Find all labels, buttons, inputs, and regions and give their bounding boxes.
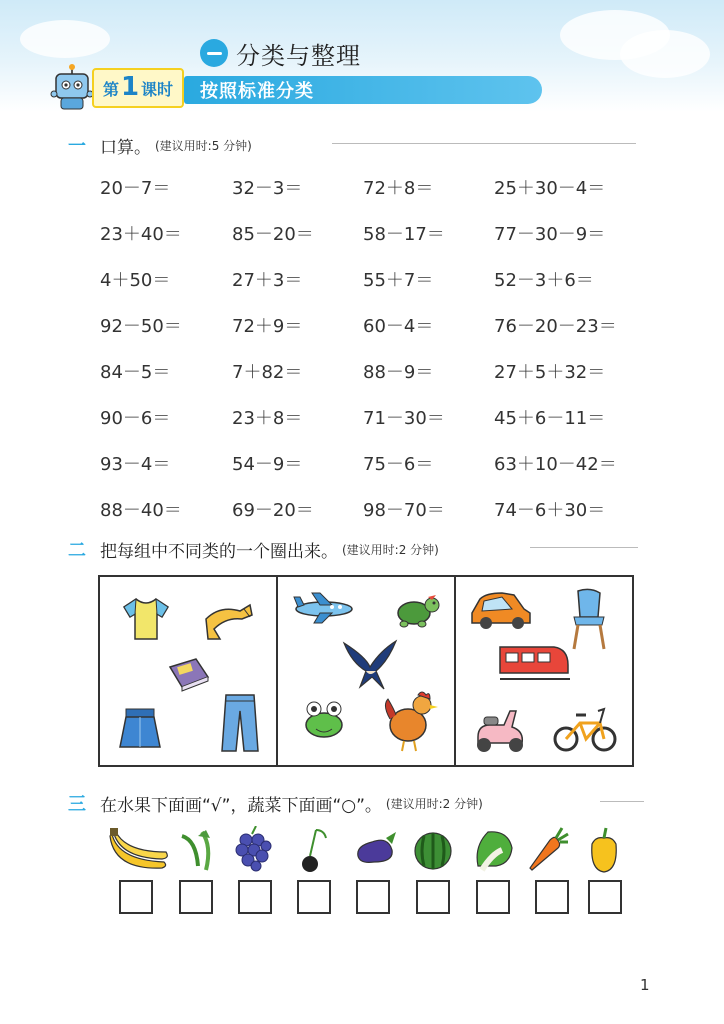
cloud-decoration — [620, 30, 710, 78]
book-icon[interactable] — [166, 655, 212, 695]
answer-box-grapes[interactable] — [238, 880, 272, 914]
scooter-icon[interactable] — [470, 701, 528, 755]
section-3-title: 在水果下面画“√”，蔬菜下面画“○”。 — [100, 795, 382, 816]
frog-icon[interactable] — [300, 699, 348, 741]
math-problem: 93－4＝ — [100, 454, 171, 475]
lesson-title-banner — [184, 76, 542, 104]
math-problem: 72＋8＝ — [363, 178, 434, 199]
bell-pepper-icon — [586, 826, 622, 874]
answer-box-carrot[interactable] — [535, 880, 569, 914]
banana-icon — [108, 826, 170, 872]
math-problem: 23＋40＝ — [100, 224, 182, 245]
math-problem: 85－20＝ — [232, 224, 314, 245]
chapter-title: 分类与整理 — [236, 41, 361, 70]
carrot-icon — [526, 826, 570, 872]
section-1-number: 一 — [68, 136, 86, 157]
group-2-cell — [278, 577, 456, 765]
section-3-number: 三 — [68, 794, 86, 815]
math-problem: 54－9＝ — [232, 454, 303, 475]
section-1-heading — [68, 132, 252, 158]
mental-math-grid — [100, 164, 644, 532]
math-problem: 52－3＋6＝ — [494, 270, 594, 291]
math-problem: 77－30－9＝ — [494, 224, 606, 245]
math-problem: 90－6＝ — [100, 408, 171, 429]
robot-mascot-icon — [50, 64, 94, 112]
math-problem: 60－4＝ — [363, 316, 434, 337]
lesson-suffix: 课时 — [141, 80, 174, 99]
section-divider — [600, 801, 644, 802]
math-problem: 72＋9＝ — [232, 316, 303, 337]
section-3-heading — [68, 790, 483, 816]
math-problem: 75－6＝ — [363, 454, 434, 475]
answer-box-eggplant[interactable] — [356, 880, 390, 914]
math-problem: 92－50＝ — [100, 316, 182, 337]
lesson-title: 按照标准分类 — [200, 81, 314, 102]
math-problem: 23＋8＝ — [232, 408, 303, 429]
math-problem: 55＋7＝ — [363, 270, 434, 291]
math-problem: 25＋30－4＝ — [494, 178, 606, 199]
answer-box-watermelon[interactable] — [416, 880, 450, 914]
lesson-tag — [92, 68, 184, 108]
math-problem: 32－3＝ — [232, 178, 303, 199]
bicycle-icon[interactable] — [552, 701, 618, 755]
turtle-icon[interactable] — [392, 589, 440, 629]
grapes-icon — [234, 826, 274, 874]
airplane-icon[interactable] — [292, 591, 356, 625]
chapter-number-badge — [200, 39, 228, 67]
section-1-title: 口算。 — [100, 137, 151, 158]
section-1-hint: (建议用时:5 分钟) — [155, 138, 252, 153]
green-bean-icon — [176, 826, 220, 872]
math-problem: 27＋5＋32＝ — [494, 362, 606, 383]
swallow-icon[interactable] — [340, 637, 400, 691]
section-3-hint: (建议用时:2 分钟) — [385, 796, 483, 811]
watermelon-icon — [412, 826, 454, 872]
math-problem: 76－20－23＝ — [494, 316, 617, 337]
group-1-cell — [100, 577, 278, 765]
math-problem: 27＋3＝ — [232, 270, 303, 291]
math-problem: 71－30＝ — [363, 408, 445, 429]
math-problem: 98－70＝ — [363, 500, 445, 521]
math-problem: 45＋6－11＝ — [494, 408, 606, 429]
chair-icon[interactable] — [568, 587, 612, 651]
train-icon[interactable] — [496, 639, 572, 685]
section-divider — [332, 143, 636, 144]
scarf-icon[interactable] — [200, 599, 256, 643]
section-2-heading — [68, 536, 439, 562]
lesson-prefix: 第 — [102, 80, 119, 99]
section-2-number: 二 — [68, 540, 86, 561]
group-3-cell — [456, 577, 632, 765]
math-problem: 88－40＝ — [100, 500, 182, 521]
math-problem: 88－9＝ — [363, 362, 434, 383]
math-problem: 7＋82＝ — [232, 362, 303, 383]
math-problem: 69－20＝ — [232, 500, 314, 521]
jeans-icon[interactable] — [218, 693, 262, 753]
car-icon[interactable] — [468, 587, 534, 631]
cloud-decoration — [20, 20, 110, 58]
answer-box-green-bean[interactable] — [179, 880, 213, 914]
math-problem: 63＋10－42＝ — [494, 454, 617, 475]
produce-row — [108, 826, 628, 876]
answer-box-bell-pepper[interactable] — [588, 880, 622, 914]
section-divider — [530, 547, 638, 548]
classification-panel — [98, 575, 634, 767]
eggplant-icon — [352, 826, 398, 870]
chapter-heading — [200, 36, 361, 70]
t-shirt-icon[interactable] — [120, 595, 170, 643]
cherry-icon — [298, 826, 334, 874]
page-number: 1 — [640, 976, 650, 994]
lesson-number: 1 — [120, 72, 140, 102]
section-2-hint: (建议用时:2 分钟) — [342, 542, 439, 557]
answer-box-cherry[interactable] — [297, 880, 331, 914]
math-problem: 4＋50＝ — [100, 270, 171, 291]
math-problem: 58－17＝ — [363, 224, 445, 245]
math-problem: 20－7＝ — [100, 178, 171, 199]
math-problem: 84－5＝ — [100, 362, 171, 383]
math-problem: 74－6＋30＝ — [494, 500, 606, 521]
answer-box-bok-choy[interactable] — [476, 880, 510, 914]
answer-box-banana[interactable] — [119, 880, 153, 914]
section-2-title: 把每组中不同类的一个圈出来。 — [100, 541, 338, 562]
skirt-icon[interactable] — [116, 705, 164, 751]
rooster-icon[interactable] — [382, 689, 438, 753]
bok-choy-icon — [468, 826, 516, 874]
